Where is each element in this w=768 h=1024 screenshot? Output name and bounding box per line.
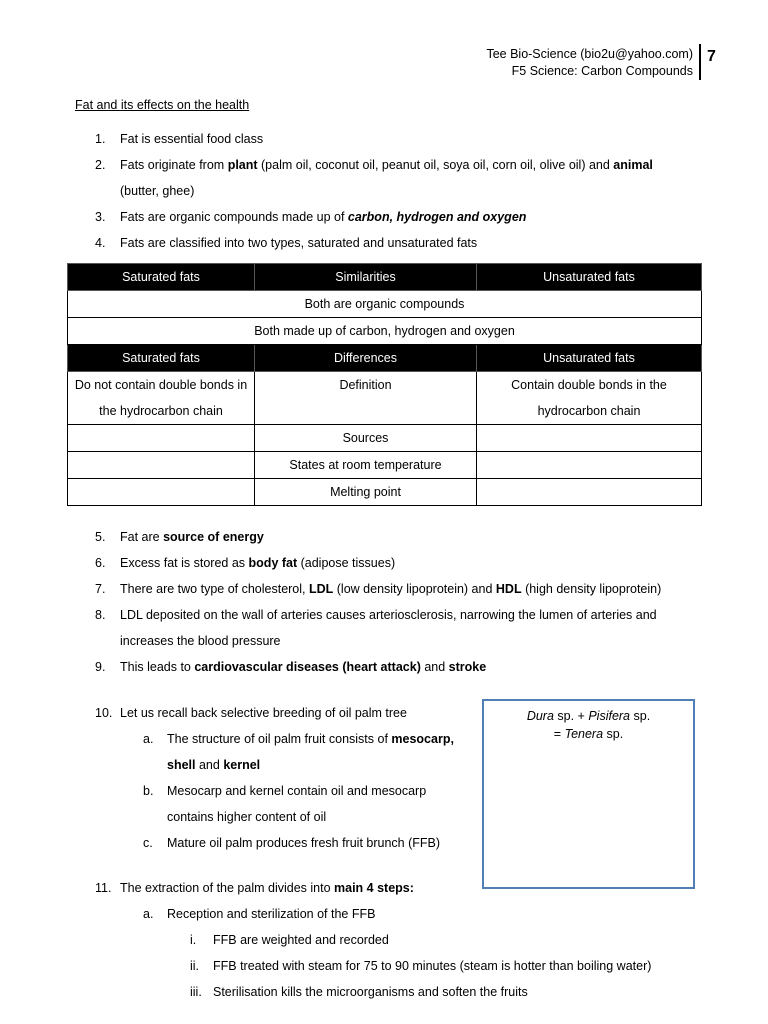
list-number: 1. bbox=[95, 132, 106, 146]
table-header-cell: Unsaturated fats bbox=[477, 345, 702, 372]
table-cell bbox=[477, 425, 702, 452]
table-cell: States at room temperature bbox=[255, 452, 477, 479]
box-text: = bbox=[553, 727, 565, 741]
list-number: 6. bbox=[95, 556, 106, 570]
list-number: 8. bbox=[95, 608, 106, 622]
list-number: 5. bbox=[95, 530, 106, 544]
table-header-row bbox=[68, 345, 702, 372]
table-cell bbox=[68, 479, 255, 506]
header-line-1: Tee Bio-Science (bio2u@yahoo.com) bbox=[486, 47, 693, 61]
list-item-text: Fat is essential food class bbox=[120, 132, 264, 146]
list-number: 2. bbox=[95, 158, 106, 172]
table-row bbox=[68, 479, 702, 506]
list-item-text: This leads to bbox=[120, 660, 195, 674]
table-cell: Both are organic compounds bbox=[68, 291, 702, 318]
list-item bbox=[167, 836, 440, 850]
header-text bbox=[486, 46, 693, 80]
table-header-cell: Unsaturated fats bbox=[477, 264, 702, 291]
list-item bbox=[120, 706, 407, 720]
list-item-text: The extraction of the palm divides into bbox=[120, 881, 335, 895]
list-item-text: kernel bbox=[223, 758, 261, 772]
list-item-text: Let us recall back selective breeding of oil palm tree bbox=[120, 706, 407, 720]
page-number: 7 bbox=[707, 48, 716, 65]
list-item-text: There are two type of cholesterol, bbox=[120, 582, 309, 596]
table-cell: Do not contain double bonds in the hydrocarbon chain bbox=[68, 372, 255, 425]
table-cell: Both made up of carbon, hydrogen and oxygen bbox=[68, 318, 702, 345]
table-cell bbox=[477, 479, 702, 506]
list-item-text: carbon, hydrogen and oxygen bbox=[347, 210, 527, 224]
list-item bbox=[120, 582, 661, 596]
list-item bbox=[120, 158, 653, 172]
list-item bbox=[167, 907, 375, 921]
list-item bbox=[120, 530, 264, 544]
list-item-text: main 4 steps: bbox=[334, 881, 414, 895]
list-item-text: cardiovascular diseases (heart attack) bbox=[194, 660, 421, 674]
table-row bbox=[68, 372, 702, 425]
table-cell: Melting point bbox=[255, 479, 477, 506]
list-item-text: The structure of oil palm fruit consists of bbox=[167, 732, 392, 746]
list-item-text: (adipose tissues) bbox=[297, 556, 396, 570]
list-number: 9. bbox=[95, 660, 106, 674]
table-row bbox=[68, 425, 702, 452]
list-number: 3. bbox=[95, 210, 106, 224]
table-header-cell: Differences bbox=[255, 345, 477, 372]
list-item-text: LDL bbox=[308, 582, 334, 596]
list-item-text: Reception and sterilization of the FFB bbox=[167, 907, 376, 921]
list-number: 4. bbox=[95, 236, 106, 250]
list-item-text: stroke bbox=[448, 660, 487, 674]
table-header-cell: Saturated fats bbox=[68, 264, 255, 291]
list-item-text: (palm oil, coconut oil, peanut oil, soya oil, corn oil, olive oil) and bbox=[257, 158, 614, 172]
list-item-text: and bbox=[420, 660, 449, 674]
list-item-text: (butter, ghee) bbox=[120, 184, 195, 198]
list-number: iii. bbox=[190, 985, 202, 999]
header-line-2: F5 Science: Carbon Compounds bbox=[511, 64, 693, 78]
list-item bbox=[167, 810, 326, 824]
box-text: Dura bbox=[526, 709, 554, 723]
list-item-text: plant bbox=[227, 158, 258, 172]
list-number: i. bbox=[190, 933, 197, 947]
list-item bbox=[120, 881, 414, 895]
table-cell bbox=[68, 425, 255, 452]
table-cell bbox=[68, 452, 255, 479]
list-item-text: Fat are bbox=[120, 530, 164, 544]
list-item-text: body fat bbox=[248, 556, 298, 570]
section-title: Fat and its effects on the health bbox=[75, 98, 250, 112]
list-item-text: FFB treated with steam for 75 to 90 minutes (steam is hotter than boiling water) bbox=[213, 959, 652, 973]
list-item-text: (high density lipoprotein) bbox=[521, 582, 662, 596]
table-header-row bbox=[68, 264, 702, 291]
box-line-1 bbox=[484, 707, 693, 725]
table-cell bbox=[477, 452, 702, 479]
list-item bbox=[167, 758, 260, 772]
table-header-cell: Similarities bbox=[255, 264, 477, 291]
table-cell: Contain double bonds in the hydrocarbon chain bbox=[477, 372, 702, 425]
list-item-text: increases the blood pressure bbox=[120, 634, 281, 648]
list-item-text: Sterilisation kills the microorganisms and soften the fruits bbox=[213, 985, 528, 999]
list-item bbox=[120, 184, 194, 198]
table-row bbox=[68, 291, 702, 318]
list-item-text: Fats originate from bbox=[120, 158, 228, 172]
list-item bbox=[120, 660, 486, 674]
list-item-text: (low density lipoprotein) and bbox=[333, 582, 496, 596]
list-item-text: mesocarp, bbox=[391, 732, 454, 746]
box-text: sp. bbox=[630, 709, 651, 723]
list-number: 11. bbox=[95, 881, 112, 895]
list-number: 7. bbox=[95, 582, 106, 596]
list-item-text: FFB are weighted and recorded bbox=[213, 933, 389, 947]
box-text: Tenera bbox=[564, 727, 604, 741]
breeding-box bbox=[482, 699, 695, 889]
list-item-text: source of energy bbox=[163, 530, 264, 544]
list-item-text: Mesocarp and kernel contain oil and mesocarp bbox=[167, 784, 427, 798]
list-item-text: contains higher content of oil bbox=[167, 810, 327, 824]
list-number: 10. bbox=[95, 706, 113, 720]
list-item bbox=[120, 634, 281, 648]
box-text: sp. bbox=[603, 727, 624, 741]
table-header-cell: Saturated fats bbox=[68, 345, 255, 372]
table-row bbox=[68, 452, 702, 479]
list-item bbox=[213, 959, 651, 973]
box-line-2 bbox=[484, 725, 693, 743]
list-number: ii. bbox=[190, 959, 200, 973]
list-item-text: shell bbox=[167, 758, 196, 772]
box-text: Pisifera bbox=[588, 709, 631, 723]
table-row bbox=[68, 318, 702, 345]
list-item bbox=[213, 985, 528, 999]
list-item bbox=[120, 132, 263, 146]
list-item-text: animal bbox=[613, 158, 653, 172]
list-item-text: Mature oil palm produces fresh fruit brunch (FFB) bbox=[167, 836, 441, 850]
list-item bbox=[120, 210, 526, 224]
fats-comparison-table bbox=[67, 263, 702, 506]
list-item bbox=[167, 732, 454, 746]
list-item-text: Fats are classified into two types, saturated and unsaturated fats bbox=[120, 236, 478, 250]
list-item bbox=[120, 608, 657, 622]
list-item-text: Fats are organic compounds made up of bbox=[120, 210, 348, 224]
list-number: a. bbox=[143, 732, 154, 746]
list-item-text: HDL bbox=[495, 582, 522, 596]
list-number: c. bbox=[143, 836, 153, 850]
list-item-text: Excess fat is stored as bbox=[120, 556, 249, 570]
box-text: sp. + bbox=[553, 709, 589, 723]
list-number: a. bbox=[143, 907, 154, 921]
list-item bbox=[120, 236, 477, 250]
list-item bbox=[120, 556, 395, 570]
table-cell: Definition bbox=[255, 372, 477, 425]
list-item-text: LDL deposited on the wall of arteries causes arteriosclerosis, narrowing the lumen of arteries and bbox=[120, 608, 657, 622]
table-cell: Sources bbox=[255, 425, 477, 452]
list-item bbox=[167, 784, 426, 798]
list-number: b. bbox=[143, 784, 154, 798]
list-item-text: and bbox=[195, 758, 224, 772]
list-item bbox=[213, 933, 389, 947]
header-divider bbox=[699, 44, 701, 80]
